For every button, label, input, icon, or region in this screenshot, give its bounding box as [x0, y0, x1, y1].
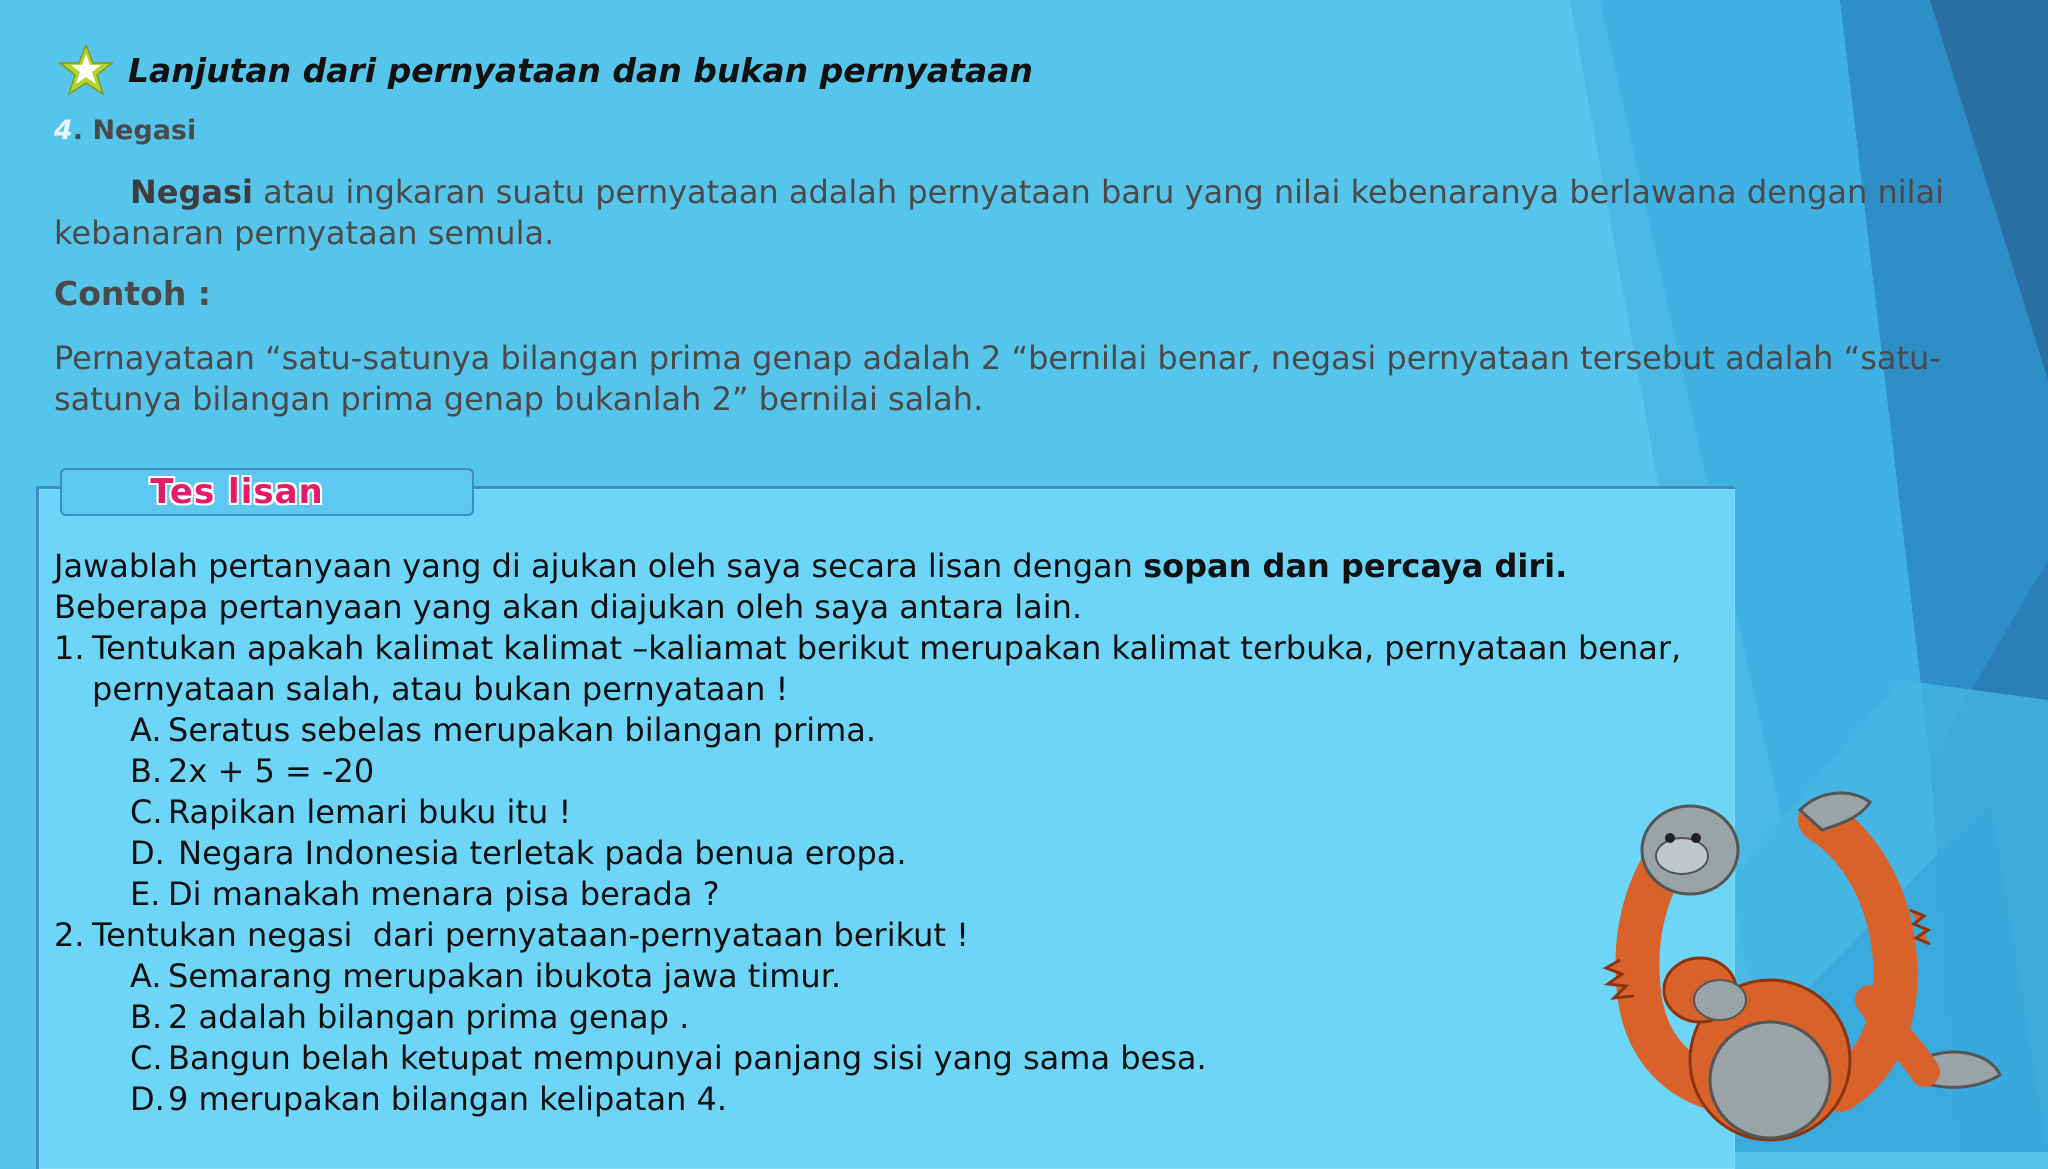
item-letter: C. — [130, 793, 163, 831]
slide-title: Lanjutan dari pernyataan dan bukan pernyataan — [128, 50, 1033, 90]
question-number: 1. — [54, 629, 85, 667]
item-letter: B. — [130, 752, 163, 790]
question-item — [54, 751, 1694, 792]
question-text: Tentukan apakah kalimat kalimat –kaliamat berikut merupakan kalimat terbuka, pernyataan benar, pernyataan salah, atau bukan pernyataan ! — [92, 629, 1682, 708]
intro-emphasis: sopan dan percaya diri. — [1143, 547, 1568, 585]
item-text: Di manakah menara pisa berada ? — [168, 875, 720, 913]
question-2 — [54, 915, 1694, 956]
item-letter: A. — [130, 957, 162, 995]
question-item — [54, 997, 1694, 1038]
item-letter: A. — [130, 711, 162, 749]
item-text: 2 adalah bilangan prima genap . — [168, 998, 690, 1036]
definition-term: Negasi — [130, 173, 253, 211]
question-item — [54, 1079, 1694, 1120]
item-text: 9 merupakan bilangan kelipatan 4. — [168, 1080, 728, 1118]
intro-text: Jawablah pertanyaan yang di ajukan oleh saya secara lisan dengan — [54, 547, 1144, 585]
definition-text: atau ingkaran suatu pernyataan adalah pernyataan baru yang nilai kebenaranya berlawana dengan nilai kebanaran pernyataan semula. — [54, 173, 1945, 252]
question-1 — [54, 628, 1694, 710]
section-label: . Negasi — [72, 115, 197, 146]
section-number: 4 — [54, 115, 73, 146]
item-letter: D. — [130, 834, 165, 872]
star-icon — [58, 42, 114, 98]
oral-test-tab — [60, 468, 474, 516]
question-item — [54, 956, 1694, 997]
item-text: Negara Indonesia terletak pada benua eropa. — [168, 834, 907, 872]
item-text: Semarang merupakan ibukota jawa timur. — [168, 957, 842, 995]
item-letter: B. — [130, 998, 163, 1036]
item-text: 2x + 5 = -20 — [168, 752, 375, 790]
question-item — [54, 792, 1694, 833]
example-label: Contoh : — [54, 274, 212, 313]
question-item — [54, 1038, 1694, 1079]
item-letter: C. — [130, 1039, 163, 1077]
question-item — [54, 710, 1694, 751]
item-text: Rapikan lemari buku itu ! — [168, 793, 572, 831]
question-item — [54, 874, 1694, 915]
question-text: Tentukan negasi dari pernyataan-pernyataan berikut ! — [92, 916, 969, 954]
item-text: Bangun belah ketupat mempunyai panjang sisi yang sama besa. — [168, 1039, 1207, 1077]
intro-text-end: Beberapa pertanyaan yang akan diajukan oleh saya antara lain. — [54, 588, 1083, 626]
question-item — [54, 833, 1694, 874]
definition-paragraph — [54, 172, 1984, 254]
item-text: Seratus sebelas merupakan bilangan prima. — [168, 711, 877, 749]
example-paragraph: Pernayataan “satu-satunya bilangan prima genap adalah 2 “bernilai benar, negasi pernyataan tersebut adalah “satu-satunya bilangan prima genap bukanlah 2” bernilai salah. — [54, 339, 1941, 418]
item-letter: D. — [130, 1080, 165, 1118]
oral-test-content — [54, 546, 1694, 1120]
section-heading — [54, 115, 196, 146]
question-number: 2. — [54, 916, 85, 954]
slide-title-row — [58, 40, 1033, 100]
item-letter: E. — [130, 875, 161, 913]
oral-test-tab-label: Tes lisan — [150, 472, 324, 512]
oral-test-intro — [54, 546, 1694, 628]
orangutan-illustration — [1570, 790, 2010, 1152]
